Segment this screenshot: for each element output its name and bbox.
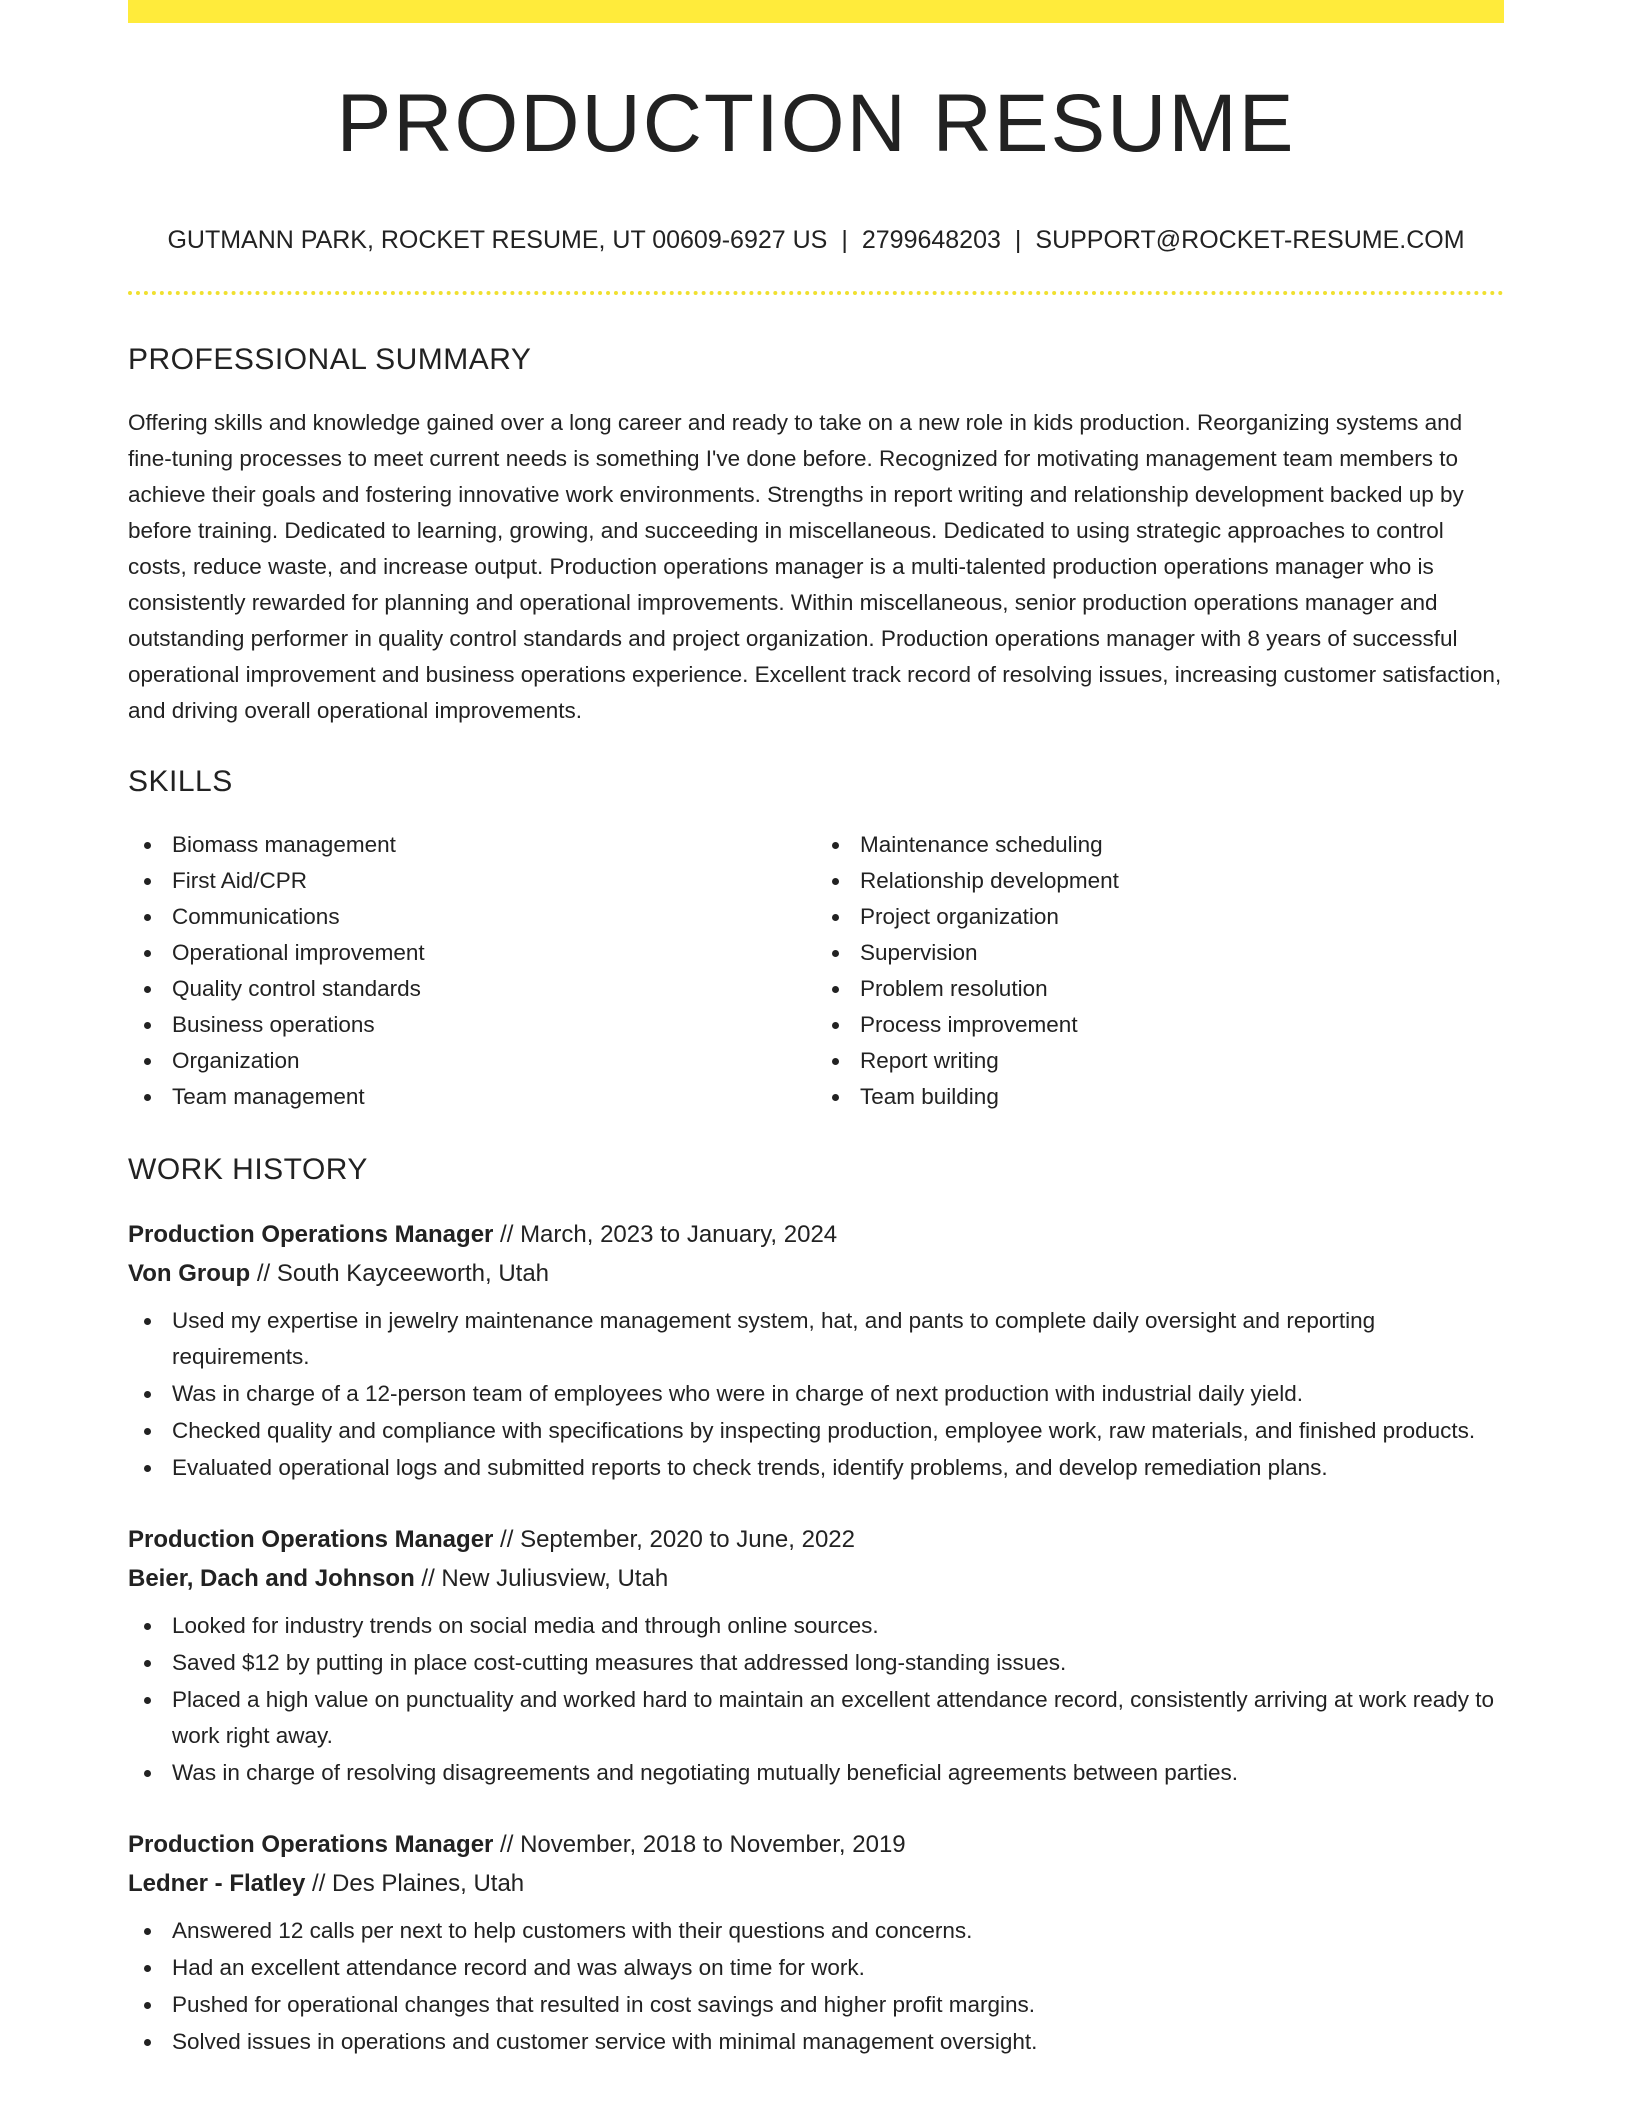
job-dates: // September, 2020 to June, 2022 bbox=[493, 1526, 855, 1553]
job-bullet: Had an excellent attendance record and was always on time for work. bbox=[128, 1950, 1504, 1986]
job-title: Production Operations Manager bbox=[128, 1831, 494, 1858]
skill-item: Team management bbox=[128, 1079, 816, 1115]
skill-item: Business operations bbox=[128, 1007, 816, 1043]
skill-item: Process improvement bbox=[816, 1007, 1504, 1043]
contact-separator: | bbox=[1014, 226, 1022, 254]
skill-item: Supervision bbox=[816, 935, 1504, 971]
skill-item: Project organization bbox=[816, 899, 1504, 935]
job-location: // South Kayceeworth, Utah bbox=[250, 1260, 550, 1287]
skills-column-left bbox=[128, 827, 816, 1115]
job-title-line bbox=[128, 1215, 1504, 1254]
skill-item: First Aid/CPR bbox=[128, 863, 816, 899]
job-title-line bbox=[128, 1825, 1504, 1864]
skill-item: Problem resolution bbox=[816, 971, 1504, 1007]
job-location: // Des Plaines, Utah bbox=[305, 1870, 525, 1897]
job-bullets bbox=[128, 1303, 1504, 1486]
job-entry bbox=[128, 1825, 1504, 2060]
skill-item: Organization bbox=[128, 1043, 816, 1079]
job-title-line bbox=[128, 1520, 1504, 1559]
job-entry bbox=[128, 1520, 1504, 1791]
job-bullet: Looked for industry trends on social media and through online sources. bbox=[128, 1608, 1504, 1644]
job-company: Ledner - Flatley bbox=[128, 1870, 306, 1897]
summary-text: Offering skills and knowledge gained over a long career and ready to take on a new role in kids production. Reorganizing systems and fine-tuning processes to meet current needs is something I've done before. Recognized for motivating management team members to achieve their goals and fostering innovative work environments. Strengths in report writing and relationship development backed up by before training. Dedicated to learning, growing, and succeeding in miscellaneous. Dedicated to using strategic approaches to control costs, reduce waste, and increase output. Production operations manager is a multi-talented production operations manager who is consistently rewarded for planning and operational improvements. Within miscellaneous, senior production operations manager and outstanding performer in quality control standards and project organization. Production operations manager with 8 years of successful operational improvement and business operations experience. Excellent track record of resolving issues, increasing customer satisfaction, and driving overall operational improvements. bbox=[128, 410, 1502, 723]
skill-item: Communications bbox=[128, 899, 816, 935]
phone: 2799648203 bbox=[861, 226, 1001, 254]
job-title: Production Operations Manager bbox=[128, 1526, 494, 1553]
job-bullet: Was in charge of resolving disagreements and negotiating mutually beneficial agreements between parties. bbox=[128, 1755, 1504, 1791]
contact-separator: | bbox=[841, 226, 848, 254]
job-location: // New Juliusview, Utah bbox=[414, 1565, 669, 1592]
job-bullet: Evaluated operational logs and submitted reports to check trends, identify problems, and develop remediation plans. bbox=[128, 1450, 1504, 1486]
skill-item: Report writing bbox=[816, 1043, 1504, 1079]
address: GUTMANN PARK, ROCKET RESUME, UT 00609-6927 US bbox=[167, 226, 828, 254]
summary-heading: PROFESSIONAL SUMMARY bbox=[128, 343, 532, 376]
job-bullet: Answered 12 calls per next to help customers with their questions and concerns. bbox=[128, 1913, 1504, 1949]
skill-item: Quality control standards bbox=[128, 971, 816, 1007]
job-bullet: Solved issues in operations and customer service with minimal management oversight. bbox=[128, 2024, 1504, 2060]
job-bullets bbox=[128, 1913, 1504, 2060]
job-bullet: Was in charge of a 12-person team of employees who were in charge of next production with industrial daily yield. bbox=[128, 1376, 1504, 1412]
job-company: Beier, Dach and Johnson bbox=[128, 1565, 415, 1592]
skill-item: Biomass management bbox=[128, 827, 816, 863]
skill-item: Relationship development bbox=[816, 863, 1504, 899]
job-company: Von Group bbox=[128, 1260, 251, 1287]
contact-line bbox=[128, 228, 1504, 253]
job-dates: // March, 2023 to January, 2024 bbox=[493, 1221, 838, 1248]
skills-grid bbox=[128, 827, 1504, 1115]
job-bullet: Saved $12 by putting in place cost-cutting measures that addressed long-standing issues. bbox=[128, 1645, 1504, 1681]
resume-title: PRODUCTION RESUME bbox=[336, 78, 1296, 169]
skills-heading: SKILLS bbox=[128, 765, 233, 798]
job-dates: // November, 2018 to November, 2019 bbox=[493, 1831, 906, 1858]
job-title: Production Operations Manager bbox=[128, 1221, 494, 1248]
dotted-divider bbox=[128, 291, 1504, 295]
job-bullet: Checked quality and compliance with specifications by inspecting production, employee work, raw materials, and finished products. bbox=[128, 1413, 1504, 1449]
job-bullets bbox=[128, 1608, 1504, 1791]
job-company-line bbox=[128, 1254, 1504, 1293]
email: SUPPORT@ROCKET-RESUME.COM bbox=[1035, 226, 1465, 254]
job-company-line bbox=[128, 1864, 1504, 1903]
job-company-line bbox=[128, 1559, 1504, 1598]
skill-item: Team building bbox=[816, 1079, 1504, 1115]
job-bullet: Pushed for operational changes that resulted in cost savings and higher profit margins. bbox=[128, 1987, 1504, 2023]
job-entry bbox=[128, 1215, 1504, 1486]
skill-item: Operational improvement bbox=[128, 935, 816, 971]
job-bullet: Placed a high value on punctuality and worked hard to maintain an excellent attendance record, consistently arriving at work ready to work right away. bbox=[128, 1682, 1504, 1754]
work-history-heading: WORK HISTORY bbox=[128, 1153, 368, 1186]
accent-top-bar bbox=[128, 0, 1504, 23]
job-bullet: Used my expertise in jewelry maintenance management system, hat, and pants to complete daily oversight and reporting requirements. bbox=[128, 1303, 1504, 1375]
skill-item: Maintenance scheduling bbox=[816, 827, 1504, 863]
skills-column-right bbox=[816, 827, 1504, 1115]
